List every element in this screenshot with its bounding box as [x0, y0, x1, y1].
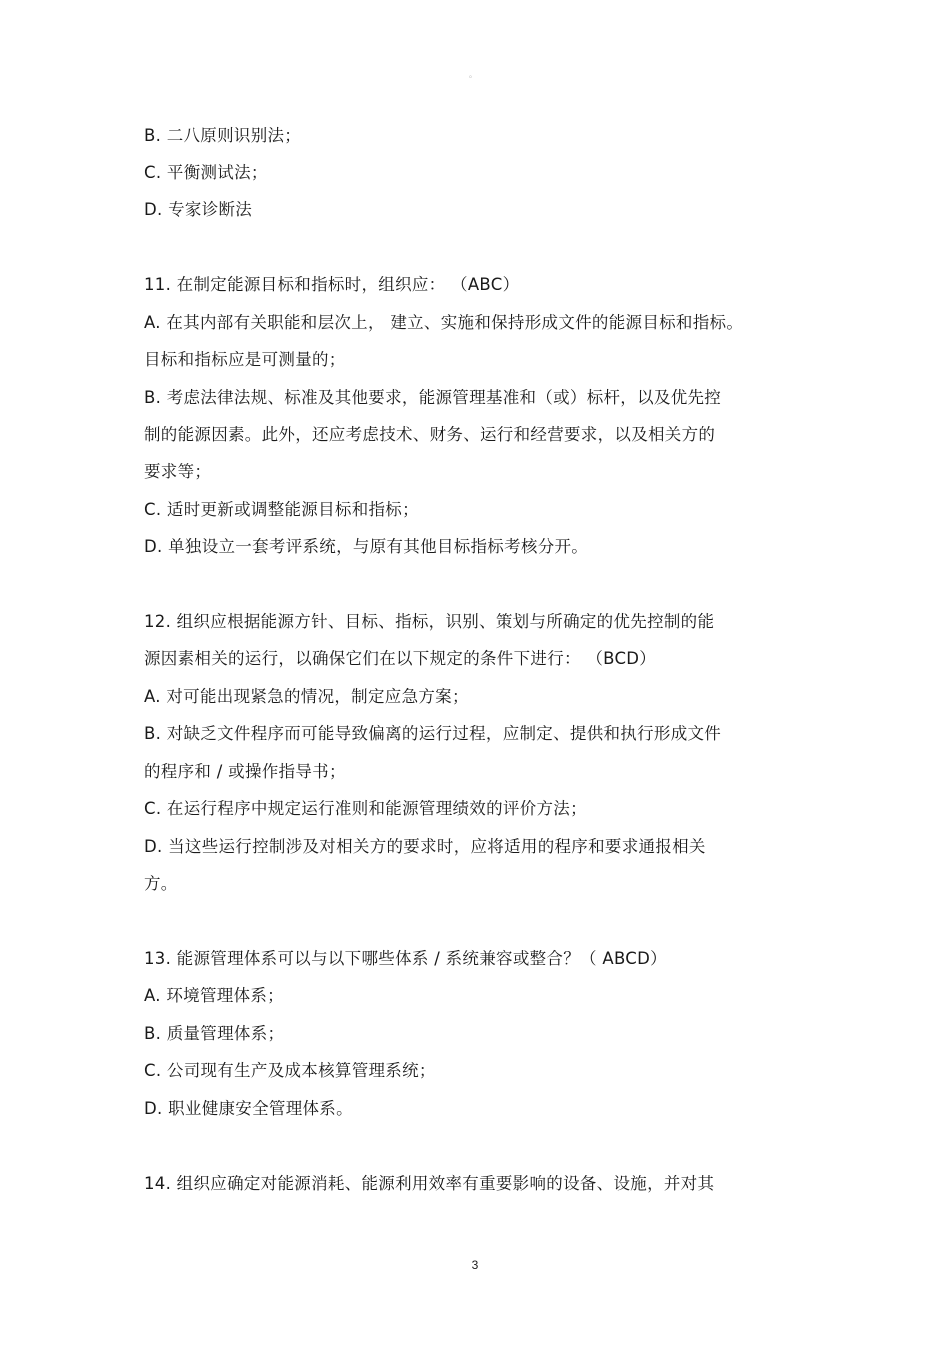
q11-option-a-line1: A. 在其内部有关职能和层次上， 建立、实施和保持形成文件的能源目标和指标。	[144, 313, 744, 332]
q12-option-c: C. 在运行程序中规定运行准则和能源管理绩效的评价方法；	[144, 799, 587, 818]
page-number: 3	[471, 1258, 479, 1272]
q10-option-d: D. 专家诊断法	[144, 200, 253, 219]
q11-option-b-line3: 要求等；	[144, 462, 212, 481]
q12-option-d-line1: D. 当这些运行控制涉及对相关方的要求时，应将适用的程序和要求通报相关	[144, 837, 706, 856]
q13-option-c: C. 公司现有生产及成本核算管理系统；	[144, 1061, 436, 1080]
q13-option-b: B. 质量管理体系；	[144, 1024, 285, 1043]
q11-option-a-line2: 目标和指标应是可测量的；	[144, 350, 346, 369]
q12-option-a: A. 对可能出现紧急的情况，制定应急方案；	[144, 687, 469, 706]
q11-option-b-line1: B. 考虑法律法规、标准及其他要求，能源管理基准和（或）标杆，以及优先控	[144, 388, 722, 407]
q10-option-c: C. 平衡测试法；	[144, 163, 268, 182]
q12-option-b-line2: 的程序和 / 或操作指导书；	[144, 762, 346, 781]
q14-stem-line1: 14. 组织应确定对能源消耗、能源利用效率有重要影响的设备、设施，并对其	[144, 1174, 715, 1193]
q13-option-a: A. 环境管理体系；	[144, 986, 284, 1005]
q12-option-d-line2: 方。	[144, 874, 178, 893]
q13-stem: 13. 能源管理体系可以与以下哪些体系 / 系统兼容或整合？（ ABCD）	[144, 949, 667, 968]
q10-option-b: B. 二八原则识别法；	[144, 126, 302, 145]
q11-option-c: C. 适时更新或调整能源目标和指标；	[144, 500, 419, 519]
q11-stem: 11. 在制定能源目标和指标时，组织应： （ABC）	[144, 275, 520, 294]
q12-stem-line1: 12. 组织应根据能源方针、目标、指标，识别、策划与所确定的优先控制的能	[144, 612, 715, 631]
q11-option-d: D. 单独设立一套考评系统，与原有其他目标指标考核分开。	[144, 537, 589, 556]
q12-stem-line2: 源因素相关的运行，以确保它们在以下规定的条件下进行： （BCD）	[144, 649, 657, 668]
q13-option-d: D. 职业健康安全管理体系。	[144, 1099, 353, 1118]
header-mark: 。	[469, 70, 477, 79]
q12-option-b-line1: B. 对缺乏文件程序而可能导致偏离的运行过程，应制定、提供和执行形成文件	[144, 724, 722, 743]
q11-option-b-line2: 制的能源因素。此外，还应考虑技术、财务、运行和经营要求，以及相关方的	[144, 425, 716, 444]
